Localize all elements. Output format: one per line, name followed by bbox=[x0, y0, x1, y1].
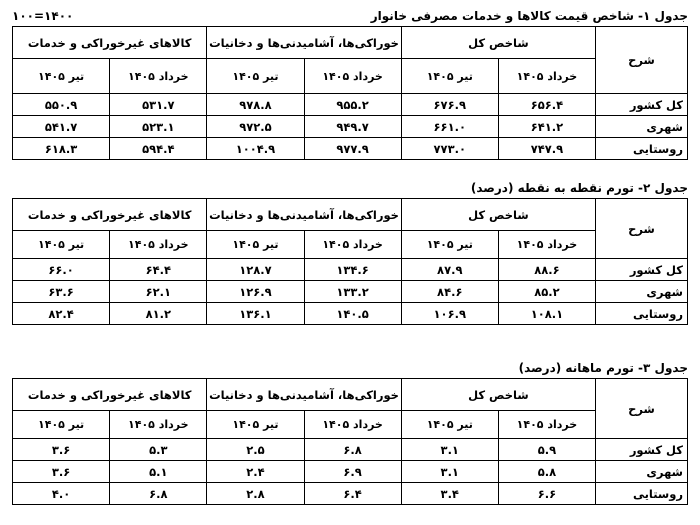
table-cell: ۸۸.۶ bbox=[498, 259, 595, 281]
table-cell: ۴.۰ bbox=[13, 483, 110, 505]
row-label: روستایی bbox=[596, 483, 688, 505]
table-cell: ۳.۶ bbox=[13, 461, 110, 483]
table3-subcol: خرداد ۱۴۰۵ bbox=[304, 411, 401, 439]
table-row bbox=[13, 439, 688, 461]
table-cell: ۸۷.۹ bbox=[401, 259, 498, 281]
table3-subcol: تیر ۱۴۰۵ bbox=[13, 411, 110, 439]
table2-subcol: تیر ۱۴۰۵ bbox=[401, 231, 498, 259]
table-cell: ۶.۹ bbox=[304, 461, 401, 483]
table-cell: ۲.۸ bbox=[207, 483, 304, 505]
table-cell: ۸۵.۲ bbox=[498, 281, 595, 303]
table2-subcol: تیر ۱۴۰۵ bbox=[13, 231, 110, 259]
table3-subcol: تیر ۱۴۰۵ bbox=[401, 411, 498, 439]
table-cell: ۲.۴ bbox=[207, 461, 304, 483]
table3-subcol: تیر ۱۴۰۵ bbox=[207, 411, 304, 439]
table-cell: ۶.۶ bbox=[498, 483, 595, 505]
table-cell: ۵۹۴.۴ bbox=[110, 138, 207, 160]
row-label: شهری bbox=[596, 461, 688, 483]
table1-subcol: تیر ۱۴۰۵ bbox=[13, 59, 110, 94]
table3-caption-row bbox=[12, 358, 688, 378]
table-cell: ۹۴۹.۷ bbox=[304, 116, 401, 138]
table-cell: ۱۰۸.۱ bbox=[498, 303, 595, 325]
table-cell: ۸۴.۶ bbox=[401, 281, 498, 303]
table1 bbox=[12, 26, 688, 160]
table2-subcol: تیر ۱۴۰۵ bbox=[207, 231, 304, 259]
table2 bbox=[12, 198, 688, 325]
table-cell: ۹۷۸.۸ bbox=[207, 94, 304, 116]
table-cell: ۵۲۳.۱ bbox=[110, 116, 207, 138]
table-cell: ۶۳.۶ bbox=[13, 281, 110, 303]
table-cell: ۱۰۰۴.۹ bbox=[207, 138, 304, 160]
table2-subcol: خرداد ۱۴۰۵ bbox=[110, 231, 207, 259]
table2-group-total: شاخص کل bbox=[401, 199, 595, 231]
table3-group-nonfood: کالاهای غیرخوراکی و خدمات bbox=[13, 379, 207, 411]
table2-caption-row bbox=[12, 178, 688, 198]
table1-caption: جدول ۱- شاخص قیمت کالاها و خدمات مصرفی خانوار bbox=[370, 9, 688, 23]
table-cell: ۷۴۷.۹ bbox=[498, 138, 595, 160]
table3-caption: جدول ۳- تورم ماهانه (درصد) bbox=[518, 361, 688, 375]
table1-subcol: تیر ۱۴۰۵ bbox=[401, 59, 498, 94]
table-cell: ۱۳۶.۱ bbox=[207, 303, 304, 325]
table-cell: ۶۴.۴ bbox=[110, 259, 207, 281]
table-cell: ۳.۱ bbox=[401, 461, 498, 483]
table-cell: ۶.۸ bbox=[304, 439, 401, 461]
table-row bbox=[13, 94, 688, 116]
table1-subcol: خرداد ۱۴۰۵ bbox=[304, 59, 401, 94]
table-cell: ۶۷۶.۹ bbox=[401, 94, 498, 116]
row-label: کل کشور bbox=[596, 439, 688, 461]
table2-subcol: خرداد ۱۴۰۵ bbox=[304, 231, 401, 259]
table1-group-nonfood: کالاهای غیرخوراکی و خدمات bbox=[13, 27, 207, 59]
table-cell: ۳.۱ bbox=[401, 439, 498, 461]
row-label: کل کشور bbox=[596, 259, 688, 281]
table-cell: ۵.۳ bbox=[110, 439, 207, 461]
table3 bbox=[12, 378, 688, 505]
table-row bbox=[13, 281, 688, 303]
table-cell: ۶۱۸.۳ bbox=[13, 138, 110, 160]
table-cell: ۵۳۱.۷ bbox=[110, 94, 207, 116]
table-cell: ۱۲۶.۹ bbox=[207, 281, 304, 303]
row-label: کل کشور bbox=[596, 94, 688, 116]
table-cell: ۶.۴ bbox=[304, 483, 401, 505]
table-cell: ۹۷۲.۵ bbox=[207, 116, 304, 138]
row-label: شهری bbox=[596, 281, 688, 303]
table-cell: ۱۲۸.۷ bbox=[207, 259, 304, 281]
table3-group-food: خوراکی‌ها، آشامیدنی‌ها و دخانیات bbox=[207, 379, 401, 411]
table-cell: ۱۳۳.۲ bbox=[304, 281, 401, 303]
table-cell: ۶۲.۱ bbox=[110, 281, 207, 303]
table3-subcol: خرداد ۱۴۰۵ bbox=[498, 411, 595, 439]
table-row bbox=[13, 116, 688, 138]
table-cell: ۹۷۷.۹ bbox=[304, 138, 401, 160]
row-label: شهری bbox=[596, 116, 688, 138]
table-cell: ۵.۸ bbox=[498, 461, 595, 483]
table2-caption: جدول ۲- تورم نقطه به نقطه (درصد) bbox=[470, 181, 688, 195]
table1-group-food: خوراکی‌ها، آشامیدنی‌ها و دخانیات bbox=[207, 27, 401, 59]
table-cell: ۸۱.۲ bbox=[110, 303, 207, 325]
table2-group-nonfood: کالاهای غیرخوراکی و خدمات bbox=[13, 199, 207, 231]
table-cell: ۳.۶ bbox=[13, 439, 110, 461]
table-row bbox=[13, 483, 688, 505]
table-cell: ۶۴۱.۲ bbox=[498, 116, 595, 138]
table-cell: ۵.۱ bbox=[110, 461, 207, 483]
table-row bbox=[13, 461, 688, 483]
table2-section bbox=[12, 178, 688, 325]
table-cell: ۸۲.۴ bbox=[13, 303, 110, 325]
table-row bbox=[13, 259, 688, 281]
table3-row-header: شرح bbox=[596, 379, 688, 439]
table1-subcol: تیر ۱۴۰۵ bbox=[207, 59, 304, 94]
table2-group-food: خوراکی‌ها، آشامیدنی‌ها و دخانیات bbox=[207, 199, 401, 231]
table1-subcol: خرداد ۱۴۰۵ bbox=[498, 59, 595, 94]
table3-section bbox=[12, 358, 688, 505]
table-cell: ۱۰۶.۹ bbox=[401, 303, 498, 325]
table-cell: ۶.۸ bbox=[110, 483, 207, 505]
table-cell: ۵۵۰.۹ bbox=[13, 94, 110, 116]
table1-group-total: شاخص کل bbox=[401, 27, 595, 59]
table-cell: ۲.۵ bbox=[207, 439, 304, 461]
table2-subcol: خرداد ۱۴۰۵ bbox=[498, 231, 595, 259]
table-cell: ۵۴۱.۷ bbox=[13, 116, 110, 138]
table1-row-header: شرح bbox=[596, 27, 688, 94]
table1-subcol: خرداد ۱۴۰۵ bbox=[110, 59, 207, 94]
table1-section bbox=[12, 6, 688, 160]
table-cell: ۳.۴ bbox=[401, 483, 498, 505]
table-cell: ۱۴۰.۵ bbox=[304, 303, 401, 325]
table-cell: ۷۷۳.۰ bbox=[401, 138, 498, 160]
table-cell: ۶۵۶.۴ bbox=[498, 94, 595, 116]
row-label: روستایی bbox=[596, 303, 688, 325]
table-row bbox=[13, 138, 688, 160]
table1-base-year: ۱۴۰۰=۱۰۰ bbox=[12, 9, 74, 23]
row-label: روستایی bbox=[596, 138, 688, 160]
table3-group-total: شاخص کل bbox=[401, 379, 595, 411]
table3-subcol: خرداد ۱۴۰۵ bbox=[110, 411, 207, 439]
table2-row-header: شرح bbox=[596, 199, 688, 259]
table-cell: ۵.۹ bbox=[498, 439, 595, 461]
table-cell: ۶۶۱.۰ bbox=[401, 116, 498, 138]
table-cell: ۱۳۴.۶ bbox=[304, 259, 401, 281]
table-cell: ۹۵۵.۲ bbox=[304, 94, 401, 116]
table-row bbox=[13, 303, 688, 325]
table-cell: ۶۶.۰ bbox=[13, 259, 110, 281]
table1-caption-row bbox=[12, 6, 688, 26]
